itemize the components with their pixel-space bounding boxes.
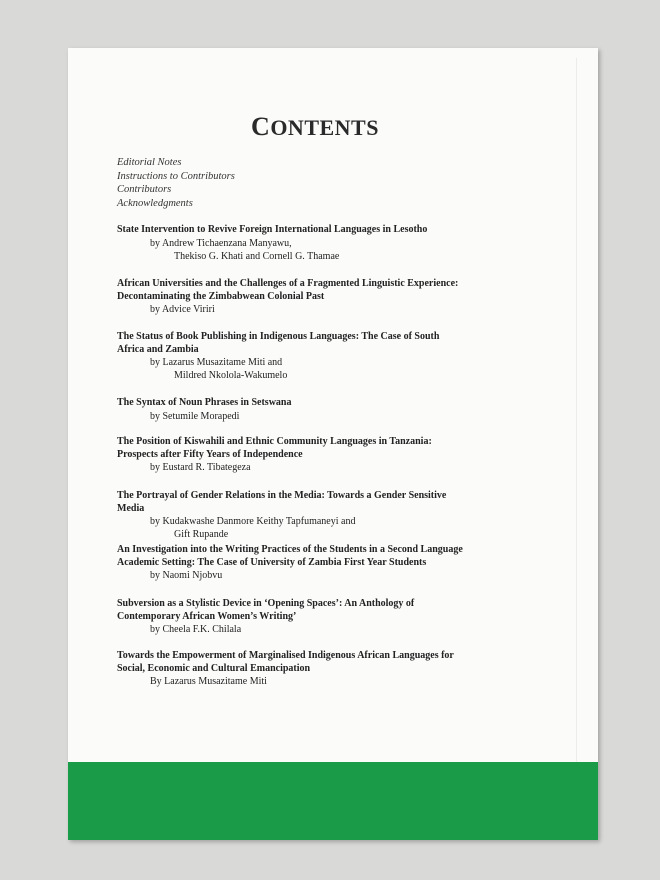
toc-entry [117,598,517,636]
entry-title: African Universities and the Challenges of a Fragmented Linguistic Experience: [117,278,459,289]
entry-title: Contemporary African Women’s Writing’ [117,610,297,622]
toc-entry [117,544,517,582]
entry-authors-cont: Gift Rupande [174,529,229,540]
toc-entry [117,224,517,263]
entry-authors: by Cheela F.K. Chilala [150,624,242,635]
entry-authors: by Kudakwashe Danmore Keithy Tapfumaneyi and [150,516,356,527]
entry-title: Prospects after Fifty Years of Independence [117,448,303,460]
prelim-item: Instructions to Contributors [117,170,235,182]
entry-authors: by Naomi Njobvu [150,570,223,581]
toc-entry [117,436,517,474]
entry-authors: by Setumile Morapedi [150,410,240,422]
entry-authors: By Lazarus Musazitame Miti [150,676,267,687]
toc-entry [117,331,517,382]
toc-entry [117,650,517,688]
entry-title: Africa and Zambia [117,343,199,355]
prelim-item: Editorial Notes [117,157,182,168]
entry-authors-cont: Thekiso G. Khati and Cornell G. Thamae [174,250,340,262]
entry-title: State Intervention to Revive Foreign International Languages in Lesotho [117,224,428,235]
toc-entry [117,397,517,423]
entry-authors: by Eustard R. Tibategeza [150,462,251,473]
entry-title: The Position of Kiswahili and Ethnic Community Languages in Tanzania: [117,436,432,447]
toc-entry [117,278,517,316]
entry-title: Social, Economic and Cultural Emancipation [117,662,311,674]
cover-crease [576,58,577,838]
entry-authors: by Advice Viriri [150,304,215,315]
toc-entry [117,490,517,541]
entry-title: Decontaminating the Zimbabwean Colonial Past [117,290,325,302]
entry-title: The Syntax of Noun Phrases in Setswana [117,397,292,408]
entry-title: Towards the Empowerment of Marginalised Indigenous African Languages for [117,650,454,661]
entry-authors-cont: Mildred Nkolola-Wakumelo [174,370,288,381]
prelims-list [117,156,235,210]
entry-authors: by Andrew Tichaenzana Manyawu, [150,237,292,249]
prelim-item: Contributors [117,184,172,195]
entry-title: Academic Setting: The Case of University of Zambia First Year Students [117,556,427,568]
entry-title: Subversion as a Stylistic Device in ‘Opening Spaces’: An Anthology of [117,598,415,609]
contents-heading: CONTENTS [251,112,379,141]
prelim-item: Acknowledgments [117,197,193,209]
entry-title: An Investigation into the Writing Practices of the Students in a Second Language [117,544,463,555]
entry-title: Media [117,502,145,514]
entry-authors: by Lazarus Musazitame Miti and [150,357,283,368]
green-band [68,762,598,840]
entry-title: The Portrayal of Gender Relations in the Media: Towards a Gender Sensitive [117,490,447,501]
entry-title: The Status of Book Publishing in Indigenous Languages: The Case of South [117,331,440,342]
